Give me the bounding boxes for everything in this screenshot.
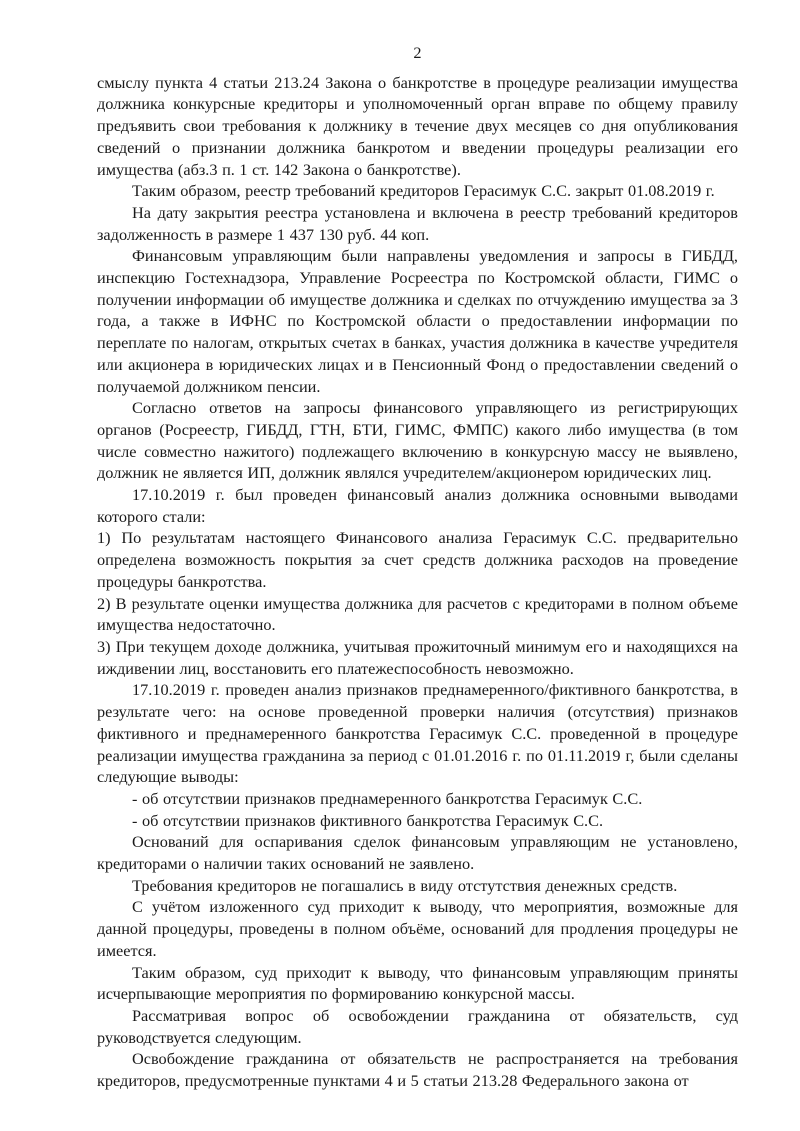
document-body: [97, 72, 738, 1092]
paragraph-14: Требования кредиторов не погашались в виду отстутствия денежных средств.: [132, 875, 678, 895]
paragraph-2: Таким образом, реестр требований кредиторов Герасимук С.С. закрыт 01.08.2019 г.: [132, 181, 715, 201]
paragraph-6: 17.10.2019 г. был проведен финансовый анализ должника основными выводами которого стали:: [97, 485, 738, 526]
paragraph-8: 2) В результате оценки имущества должника для расчетов с кредиторами в полном объеме имущества недостаточно.: [97, 593, 738, 635]
page-number: 2: [413, 43, 422, 62]
paragraph-7: 1) По результатам настоящего Финансового анализа Герасимук С.С. предварительно определена возможность покрытия за счет средств должника расходов на проведение процедуры банкротства.: [97, 528, 738, 591]
paragraph-15: С учётом изложенного суд приходит к выводу, что мероприятия, возможные для данной процедуры, проведены в полном объёме, оснований для продления процедуры не имеется.: [97, 897, 738, 960]
paragraph-10: 17.10.2019 г. проведен анализ признаков преднамеренного/фиктивного банкротства, в результате чего: на основе проведенной проверки наличия (отсутствия) признаков фиктивного и преднамеренного банкротства Герасимук С.С. проведенной в процедуре реализации имущества гражданина за период с 01.01.2016 г. по 01.11.2019 г, были сделаны следующие выводы:: [97, 680, 738, 787]
paragraph-5: Согласно ответов на запросы финансового управляющего из регистрирующих органов (Росреестр, ГИБДД, ГТН, БТИ, ГИМС, ФМПС) какого либо имущества (в том числе совместно нажитого) подлежащего включению в конкурсную массу не выявлено, должник не является ИП, должник являлся учредителем/акционером юридических лиц.: [97, 398, 738, 483]
paragraph-17: Рассматривая вопрос об освобождении гражданина от обязательств, суд руководствуется следующим.: [97, 1005, 738, 1047]
paragraph-3: На дату закрытия реестра установлена и включена в реестр требований кредиторов задолженность в размере 1 437 130 руб. 44 коп.: [97, 202, 738, 244]
paragraph-16: Таким образом, суд приходит к выводу, что финансовым управляющим приняты исчерпывающие мероприятия по формированию конкурсной массы.: [97, 962, 738, 1004]
paragraph-1: смыслу пункта 4 статьи 213.24 Закона о банкротстве в процедуре реализации имущества должника конкурсные кредиторы и уполномоченный орган вправе по общему правилу предъявить свои требования к должнику в течение двух месяцев со дня опубликования сведений о признании должника банкротом и введении процедуры реализации его имущества (абз.3 п. 1 ст. 142 Закона о банкротстве).: [97, 72, 738, 179]
paragraph-9: 3) При текущем доходе должника, учитывая прожиточный минимум его и находящихся на иждивении лиц, восстановить его платежеспособность невозможно.: [97, 636, 738, 678]
paragraph-18: Освобождение гражданина от обязательств не распространяется на требования кредиторов, предусмотренные пунктами 4 и 5 статьи 213.28 Федерального закона от: [97, 1049, 738, 1091]
paragraph-11: - об отсутствии признаков преднамеренного банкротства Герасимук С.С.: [132, 788, 643, 808]
paragraph-13: Оснований для оспаривания сделок финансовым управляющим не установлено, кредиторами о наличии таких оснований не заявлено.: [97, 832, 738, 874]
paragraph-4: Финансовым управляющим были направлены уведомления и запросы в ГИБДД, инспекцию Гостехнадзора, Управление Росреестра по Костромской области, ГИМС о получении информации об имуществе должника и сделках по отчуждению имущества за 3 года, а также в ИФНС по Костромской области о предоставлении информации по переплате по налогам, открытых счетах в банках, участия должника в качестве учредителя или акционера в юридических лицах и в Пенсионный Фонд о предоставлении сведений о получаемой должником пенсии.: [97, 246, 738, 396]
paragraph-12: - об отсутствии признаков фиктивного банкротства Герасимук С.С.: [132, 810, 604, 830]
